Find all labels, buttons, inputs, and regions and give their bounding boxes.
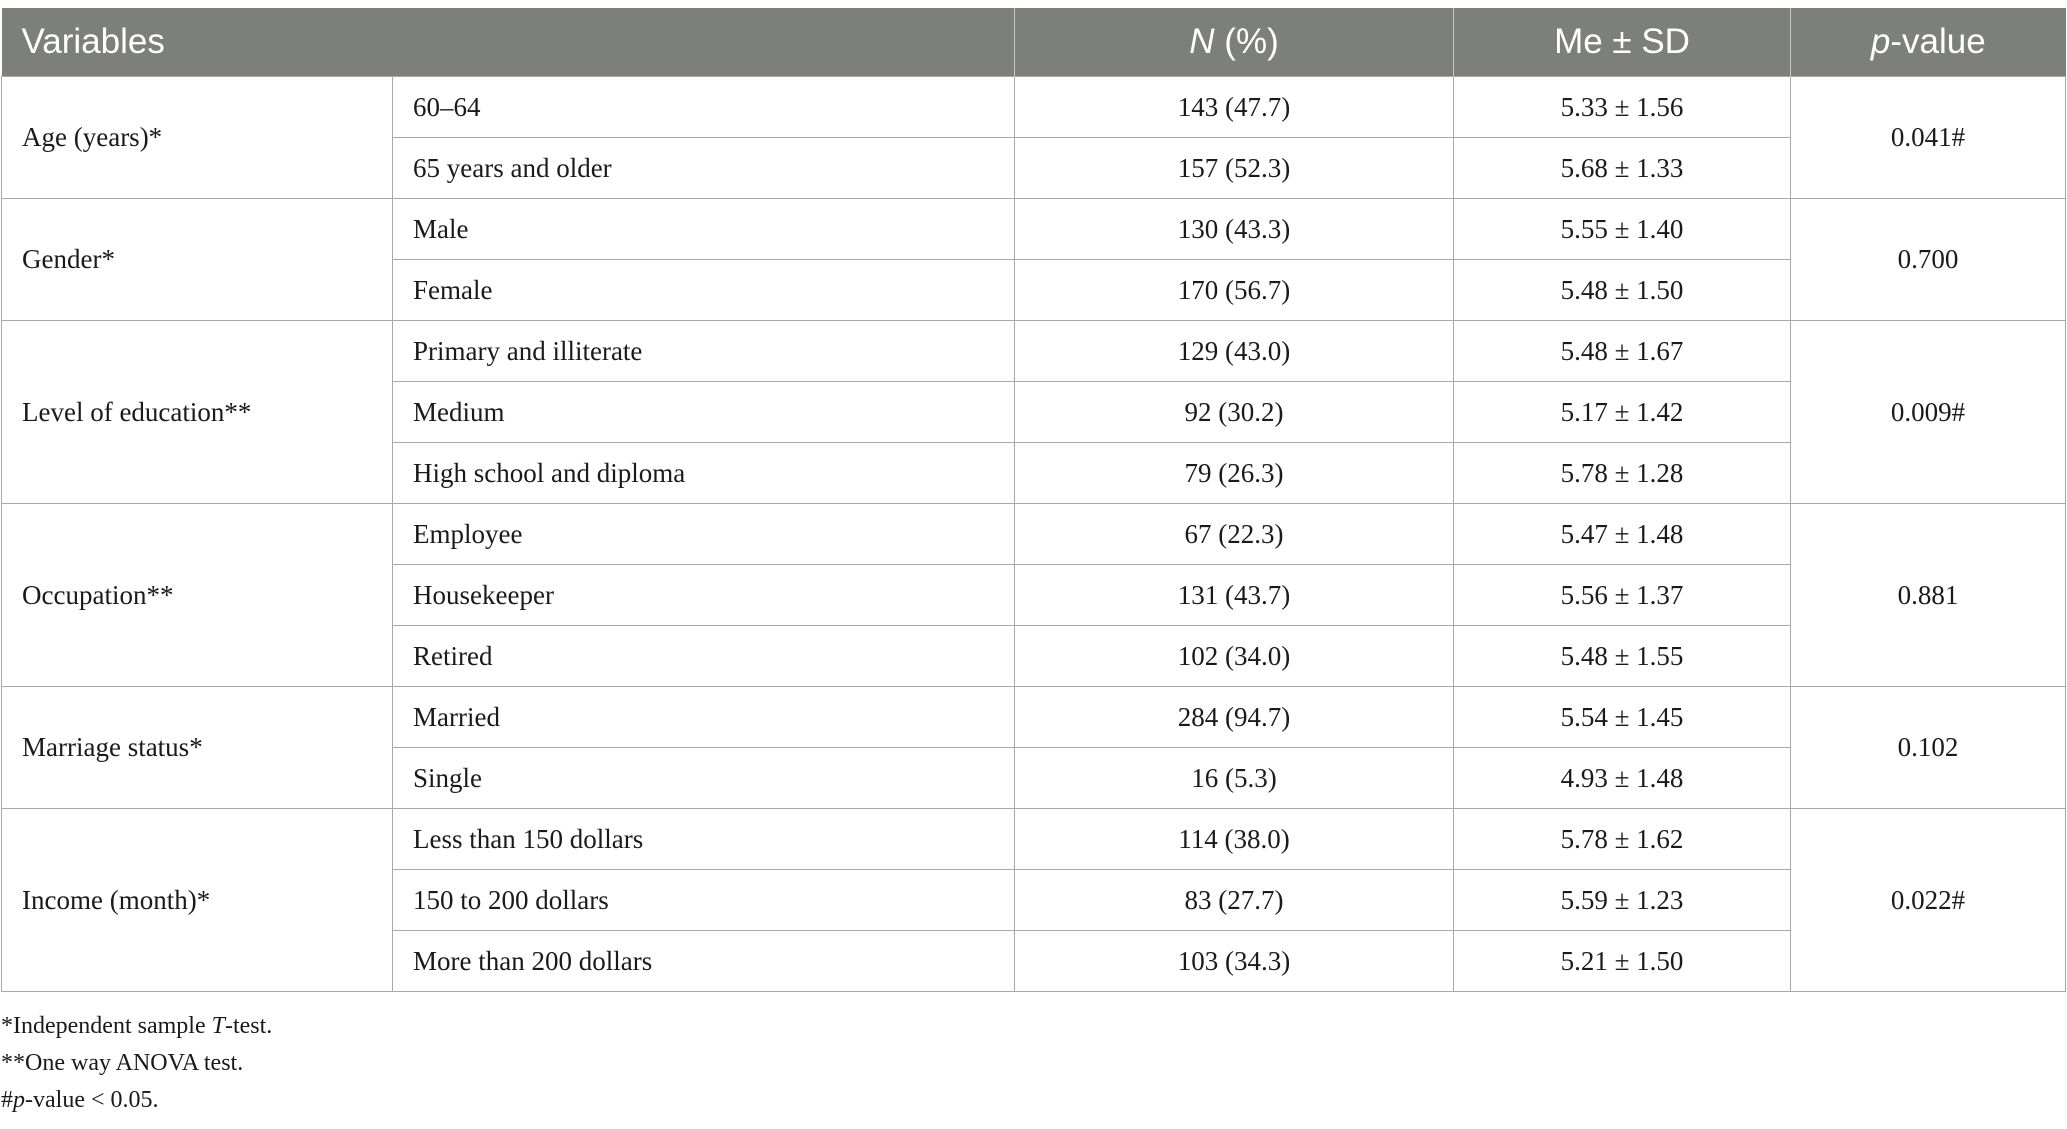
me-sd-cell: 5.59 ± 1.23 [1454,870,1791,931]
n-percent-cell: 157 (52.3) [1015,138,1454,199]
category-cell: Housekeeper [393,565,1015,626]
me-sd-cell: 4.93 ± 1.48 [1454,748,1791,809]
me-sd-cell: 5.33 ± 1.56 [1454,77,1791,138]
header-p-value [1791,8,2066,77]
p-value-cell: 0.881 [1791,504,2066,687]
p-value-cell: 0.700 [1791,199,2066,321]
p-value-cell: 0.022# [1791,809,2066,992]
footnote-significance-suffix: -value < 0.05. [25,1087,159,1113]
variable-cell: Age (years)* [2,77,393,199]
me-sd-cell: 5.55 ± 1.40 [1454,199,1791,260]
n-percent-cell: 170 (56.7) [1015,260,1454,321]
category-cell: Employee [393,504,1015,565]
p-value-cell: 0.009# [1791,321,2066,504]
variable-cell: Occupation** [2,504,393,687]
me-sd-cell: 5.47 ± 1.48 [1454,504,1791,565]
header-me-sd: Me ± SD [1454,8,1791,77]
variable-cell: Marriage status* [2,687,393,809]
category-cell: Single [393,748,1015,809]
table-row [2,321,2066,382]
variable-cell: Gender* [2,199,393,321]
footnote-t-test [1,1008,272,1045]
me-sd-cell: 5.48 ± 1.67 [1454,321,1791,382]
category-cell: Retired [393,626,1015,687]
table-row [2,809,2066,870]
me-sd-cell: 5.54 ± 1.45 [1454,687,1791,748]
n-percent-cell: 143 (47.7) [1015,77,1454,138]
table-row [2,504,2066,565]
n-percent-cell: 83 (27.7) [1015,870,1454,931]
me-sd-cell: 5.21 ± 1.50 [1454,931,1791,992]
table-row [2,199,2066,260]
header-n-percent [1015,8,1454,77]
me-sd-cell: 5.68 ± 1.33 [1454,138,1791,199]
me-sd-cell: 5.78 ± 1.28 [1454,443,1791,504]
header-p-letter: p [1870,22,1891,61]
footnote-t-test-suffix: -test. [224,1013,273,1039]
variable-cell: Level of education** [2,321,393,504]
category-cell: 150 to 200 dollars [393,870,1015,931]
n-percent-cell: 131 (43.7) [1015,565,1454,626]
me-sd-cell: 5.48 ± 1.50 [1454,260,1791,321]
n-percent-cell: 103 (34.3) [1015,931,1454,992]
statistics-table [1,8,2066,992]
footnote-t-letter: T [211,1013,225,1039]
category-cell: 60–64 [393,77,1015,138]
footnote-anova: **One way ANOVA test. [1,1050,244,1076]
header-n-percent-suffix: (%) [1214,22,1279,61]
footnote-t-test-prefix: *Independent sample [1,1013,212,1039]
header-variables: Variables [2,8,1015,77]
category-cell: Primary and illiterate [393,321,1015,382]
p-value-cell: 0.102 [1791,687,2066,809]
n-percent-cell: 130 (43.3) [1015,199,1454,260]
header-row [2,8,2066,77]
header-p-suffix: -value [1890,22,1986,61]
n-percent-cell: 102 (34.0) [1015,626,1454,687]
n-percent-cell: 129 (43.0) [1015,321,1454,382]
n-percent-cell: 114 (38.0) [1015,809,1454,870]
footnote-hash: # [1,1087,13,1113]
category-cell: 65 years and older [393,138,1015,199]
table-row [2,77,2066,138]
me-sd-cell: 5.78 ± 1.62 [1454,809,1791,870]
category-cell: Less than 150 dollars [393,809,1015,870]
n-percent-cell: 79 (26.3) [1015,443,1454,504]
variable-cell: Income (month)* [2,809,393,992]
p-value-cell: 0.041# [1791,77,2066,199]
table-body [2,77,2066,992]
footnotes [1,1008,272,1119]
category-cell: Medium [393,382,1015,443]
n-percent-cell: 67 (22.3) [1015,504,1454,565]
me-sd-cell: 5.48 ± 1.55 [1454,626,1791,687]
header-n-letter: N [1189,22,1215,61]
category-cell: Female [393,260,1015,321]
footnote-significance [1,1082,272,1119]
category-cell: More than 200 dollars [393,931,1015,992]
footnote-p-letter: p [13,1087,25,1113]
me-sd-cell: 5.56 ± 1.37 [1454,565,1791,626]
category-cell: Married [393,687,1015,748]
table-header [2,8,2066,77]
category-cell: Male [393,199,1015,260]
n-percent-cell: 92 (30.2) [1015,382,1454,443]
n-percent-cell: 16 (5.3) [1015,748,1454,809]
table-row [2,687,2066,748]
me-sd-cell: 5.17 ± 1.42 [1454,382,1791,443]
category-cell: High school and diploma [393,443,1015,504]
n-percent-cell: 284 (94.7) [1015,687,1454,748]
